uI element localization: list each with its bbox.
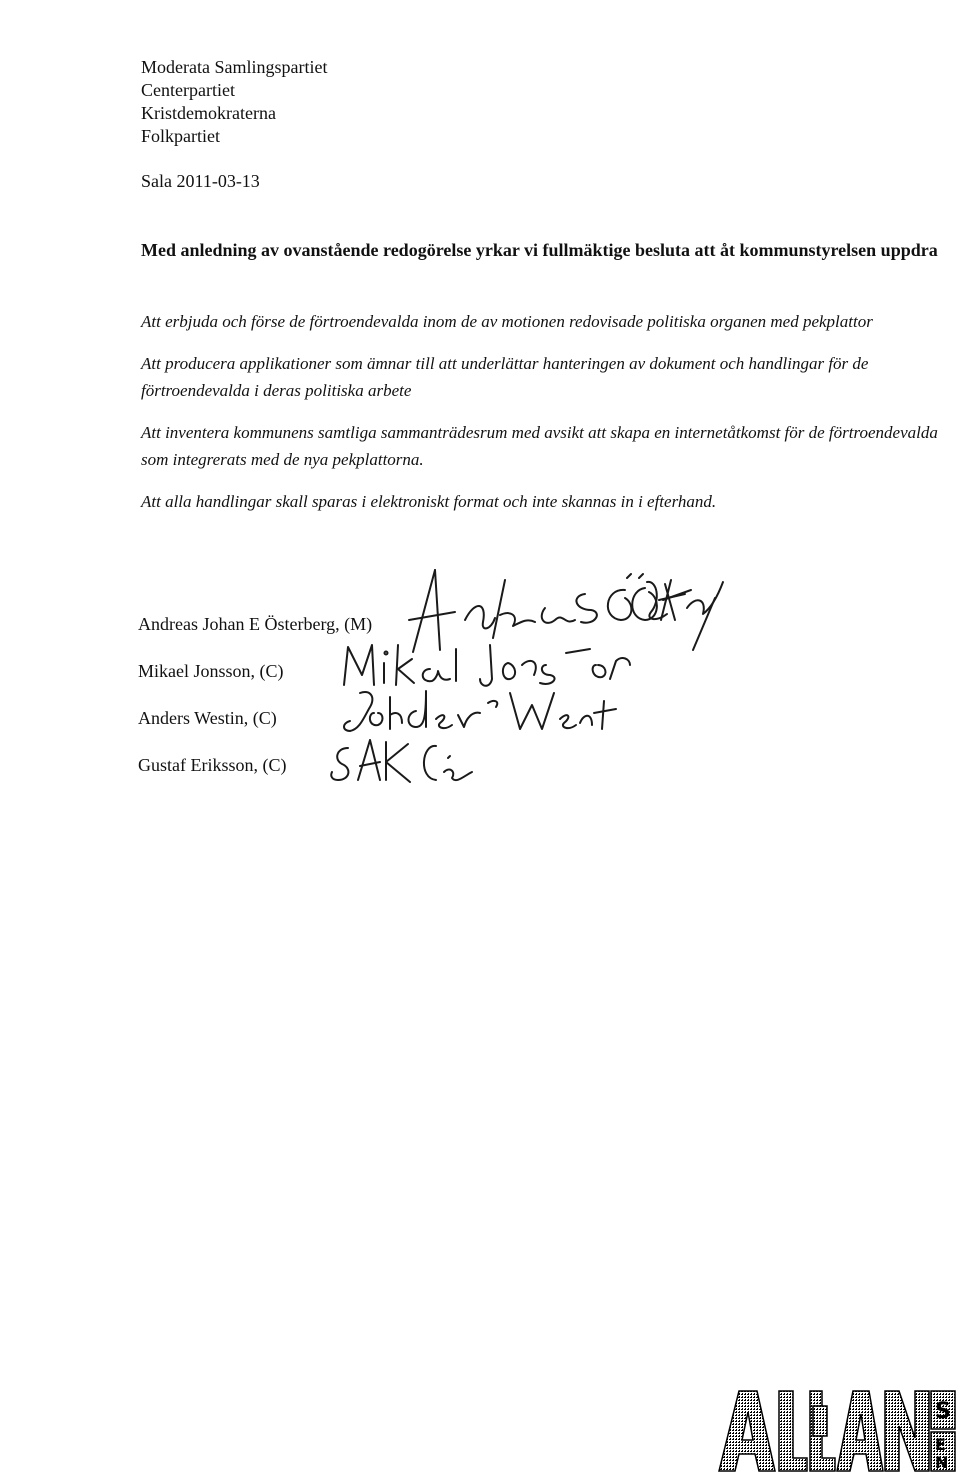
motion-heading: Med anledning av ovanstående redogörelse yrkar vi fullmäktige besluta att åt kommunstyrelsen uppdra bbox=[141, 240, 938, 260]
party-name: Moderata Samlingspartiet bbox=[141, 57, 328, 77]
signatory-name: Andreas Johan E Österberg, (M) bbox=[138, 614, 373, 634]
party-name: Centerpartiet bbox=[141, 80, 235, 100]
signatory-name: Gustaf Eriksson, (C) bbox=[138, 755, 287, 775]
motion-item: Att erbjuda och förse de förtroendevalda inom de av motionen redovisade politiska organen med pekplattor bbox=[141, 312, 873, 331]
signatory-name: Anders Westin, (C) bbox=[138, 708, 277, 728]
motion-item: Att producera applikationer som ämnar till att underlättar hanteringen av dokument och handlingar för de förtroendevalda i deras politiska arbete bbox=[141, 354, 869, 400]
motion-item: Att inventera kommunens samtliga sammanträdesrum med avsikt att skapa en internetåtkomst för de förtroendevalda som integrerats med de nya pekplattorna. bbox=[141, 423, 938, 469]
sender-parties bbox=[141, 56, 327, 148]
alliansen-logo bbox=[717, 1388, 957, 1473]
motion-item: Att alla handlingar skall sparas i elektroniskt format och inte skannas in i efterhand. bbox=[141, 492, 717, 511]
party-name: Folkpartiet bbox=[141, 126, 220, 146]
signatory-name: Mikael Jonsson, (C) bbox=[138, 661, 284, 681]
motion-items bbox=[141, 308, 953, 530]
signature-eriksson bbox=[328, 732, 488, 797]
place-date: Sala 2011-03-13 bbox=[141, 171, 260, 191]
svg-text:S: S bbox=[935, 1399, 951, 1424]
party-name: Kristdemokraterna bbox=[141, 103, 276, 123]
svg-text:N: N bbox=[935, 1453, 949, 1472]
svg-text:E: E bbox=[935, 1435, 946, 1454]
